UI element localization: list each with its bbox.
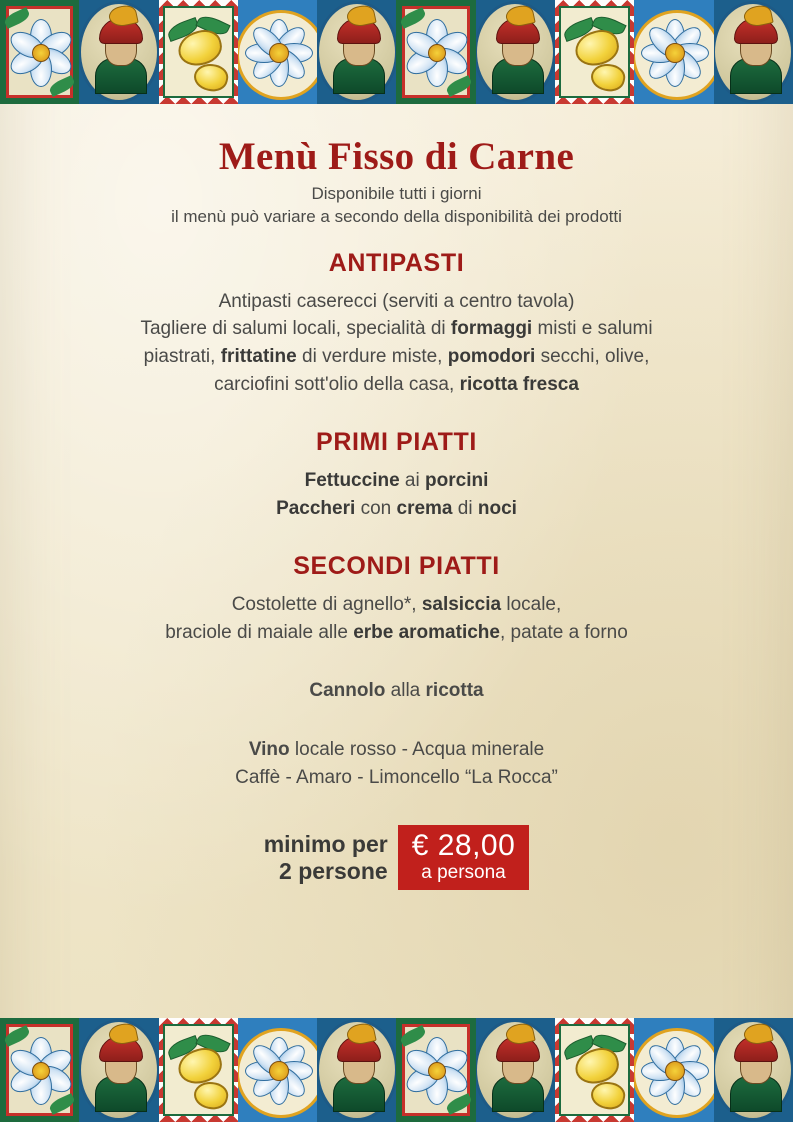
menu-line: Tagliere di salumi locali, specialità di formaggi misti e salumi: [140, 318, 653, 340]
menu-content: [0, 104, 793, 1018]
lemon-tile-icon: [159, 1018, 238, 1122]
rosette-tile-icon: [238, 1018, 317, 1122]
knight-tile-icon: [79, 0, 158, 104]
menu-line: Paccheri con crema di noci: [276, 497, 517, 519]
flower-tile-icon: [0, 0, 79, 104]
menu-line: carciofini sott'olio della casa, ricotta fresca: [214, 373, 579, 395]
minimum-line-1: minimo per: [263, 831, 388, 858]
knight-tile-icon: [714, 0, 793, 104]
rosette-tile-icon: [238, 0, 317, 104]
section-heading-primi: PRIMI PIATTI: [316, 428, 477, 457]
section-antipasti-items: [55, 288, 738, 398]
menu-line: Antipasti caserecci (serviti a centro tavola): [218, 290, 575, 312]
rosette-tile-icon: [634, 1018, 713, 1122]
knight-tile-icon: [714, 1018, 793, 1122]
section-primi-items: [55, 467, 738, 522]
top-tile-border: [0, 0, 793, 104]
flower-tile-icon: [0, 1018, 79, 1122]
section-heading-secondi: SECONDI PIATTI: [293, 552, 500, 581]
knight-tile-icon: [79, 1018, 158, 1122]
price-amount: € 28,00: [411, 829, 516, 863]
knight-tile-icon: [476, 1018, 555, 1122]
price-row: [0, 825, 793, 890]
section-heading-antipasti: ANTIPASTI: [328, 248, 465, 277]
knight-tile-icon: [317, 0, 396, 104]
subtitle-line-1: Disponibile tutti i giorni: [311, 184, 482, 203]
flower-tile-icon: [396, 1018, 475, 1122]
page-title: Menù Fisso di Carne: [218, 135, 575, 178]
menu-line: Costolette di agnello*, salsiccia locale,: [231, 594, 562, 616]
menu-line: piastrati, frittatine di verdure miste, pomodori secchi, olive,: [143, 345, 650, 367]
dessert-line: Cannolo alla ricotta: [309, 680, 484, 702]
drinks-line-1: Vino locale rosso - Acqua minerale: [248, 739, 545, 761]
price-note: a persona: [421, 862, 506, 884]
knight-tile-icon: [476, 0, 555, 104]
drinks-line-2: Caffè - Amaro - Limoncello “La Rocca”: [235, 766, 558, 788]
flower-tile-icon: [396, 0, 475, 104]
drinks-block: [0, 736, 793, 791]
knight-tile-icon: [317, 1018, 396, 1122]
subtitle-line-2: il menù può variare a secondo della disponibilità dei prodotti: [171, 206, 622, 226]
menu-line: braciole di maiale alle erbe aromatiche, patate a forno: [165, 621, 628, 643]
section-secondi-items: [55, 591, 738, 646]
lemon-tile-icon: [555, 0, 634, 104]
menu-line: Fettuccine ai porcini: [304, 470, 489, 492]
lemon-tile-icon: [555, 1018, 634, 1122]
rosette-tile-icon: [634, 0, 713, 104]
minimum-line-2: 2 persone: [279, 857, 388, 884]
lemon-tile-icon: [159, 0, 238, 104]
bottom-tile-border: [0, 1018, 793, 1122]
price-badge: [398, 825, 530, 890]
minimum-persons: [264, 831, 388, 884]
